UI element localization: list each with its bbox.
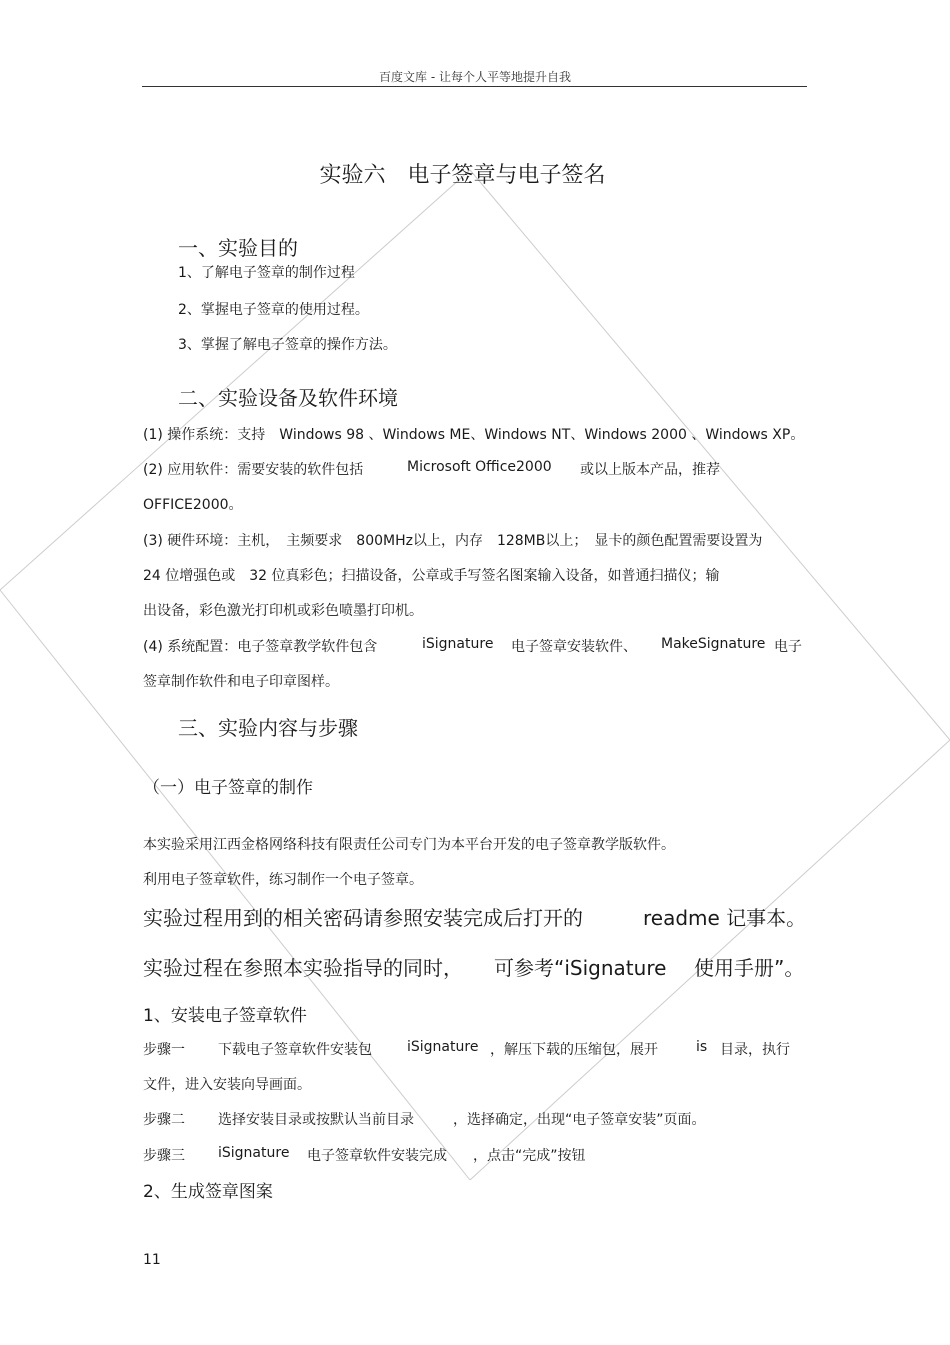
note-line-2a: 实验过程在参照本实验指导的同时， xyxy=(143,956,463,980)
env-paragraph-1: (1) 操作系统：支持 Windows 98 、Windows ME、Windows NT、Windows 2000 、Windows XP。 xyxy=(143,427,805,443)
env-paragraph-4b: iSignature xyxy=(422,636,494,652)
env-paragraph-2b: Microsoft Office2000 xyxy=(407,459,552,475)
step2-text-b: ，选择确定，出现“电子签章安装”页面。 xyxy=(453,1112,706,1128)
env-paragraph-4a: (4) 系统配置：电子签章教学软件包含 xyxy=(143,639,378,655)
note-line-1a: 实验过程用到的相关密码请参照安装完成后打开的 xyxy=(143,906,583,930)
intro-line-1: 本实验采用江西金格网络科技有限责任公司专门为本平台开发的电子签章教学版软件。 xyxy=(143,837,675,853)
step3-text-c: ，点击“完成”按钮 xyxy=(473,1148,586,1164)
purpose-item-2: 2、掌握电子签章的使用过程。 xyxy=(178,302,369,318)
page-header: 百度文库 - 让每个人平等地提升自我 xyxy=(379,70,571,84)
step2-label: 步骤二 xyxy=(143,1112,185,1128)
step1-text-a: 下载电子签章软件安装包 xyxy=(218,1042,372,1058)
env-paragraph-4d: MakeSignature xyxy=(661,636,766,652)
step1-label: 步骤一 xyxy=(143,1042,185,1058)
env-paragraph-2c: 或以上版本产品，推荐 xyxy=(580,462,720,478)
page-title: 实验六 电子签章与电子签名 xyxy=(319,163,606,188)
purpose-item-1: 1、了解电子签章的制作过程 xyxy=(178,265,355,281)
section-heading-steps: 三、实验内容与步骤 xyxy=(178,716,358,740)
step3-text-b: 电子签章软件安装完成 xyxy=(307,1148,447,1164)
header-rule xyxy=(142,86,807,87)
env-paragraph-3c: 出设备，彩色激光打印机或彩色喷墨打印机。 xyxy=(143,603,423,619)
step1-text-e: 目录，执行 xyxy=(720,1042,790,1058)
env-paragraph-4f: 签章制作软件和电子印章图样。 xyxy=(143,674,339,690)
step1-text-c: ，解压下载的压缩包，展开 xyxy=(490,1042,658,1058)
step-heading-install: 1、安装电子签章软件 xyxy=(143,1006,307,1026)
step-heading-pattern: 2、生成签章图案 xyxy=(143,1182,273,1202)
subsection-heading: （一）电子签章的制作 xyxy=(143,778,313,798)
note-line-2b: 可参考“iSignature xyxy=(494,956,667,980)
step1-text-d: is xyxy=(696,1039,708,1055)
section-heading-environment: 二、实验设备及软件环境 xyxy=(178,386,398,410)
step3-label: 步骤三 xyxy=(143,1148,185,1164)
env-paragraph-2d: OFFICE2000。 xyxy=(143,497,243,513)
note-line-2c: 使用手册”。 xyxy=(694,956,805,980)
env-paragraph-4e: 电子 xyxy=(774,639,802,655)
step3-text-a: iSignature xyxy=(218,1145,290,1161)
env-paragraph-4c: 电子签章安装软件、 xyxy=(511,639,637,655)
step1-text-b: iSignature xyxy=(407,1039,479,1055)
page-number: 11 xyxy=(143,1252,161,1268)
section-heading-purpose: 一、实验目的 xyxy=(178,236,298,260)
note-line-1b: readme 记事本。 xyxy=(643,906,807,930)
intro-line-2: 利用电子签章软件，练习制作一个电子签章。 xyxy=(143,872,423,888)
step1-text-f: 文件，进入安装向导画面。 xyxy=(143,1077,311,1093)
step2-text-a: 选择安装目录或按默认当前目录 xyxy=(218,1112,414,1128)
purpose-item-3: 3、掌握了解电子签章的操作方法。 xyxy=(178,337,397,353)
env-paragraph-3b: 24 位增强色或 32 位真彩色；扫描设备，公章或手写签名图案输入设备，如普通扫描仪；输 xyxy=(143,568,720,584)
env-paragraph-3a: (3) 硬件环境：主机， 主频要求 800MHz以上，内存 128MB以上； 显卡的颜色配置需要设置为 xyxy=(143,533,763,549)
env-paragraph-2a: (2) 应用软件：需要安装的软件包括 xyxy=(143,462,364,478)
